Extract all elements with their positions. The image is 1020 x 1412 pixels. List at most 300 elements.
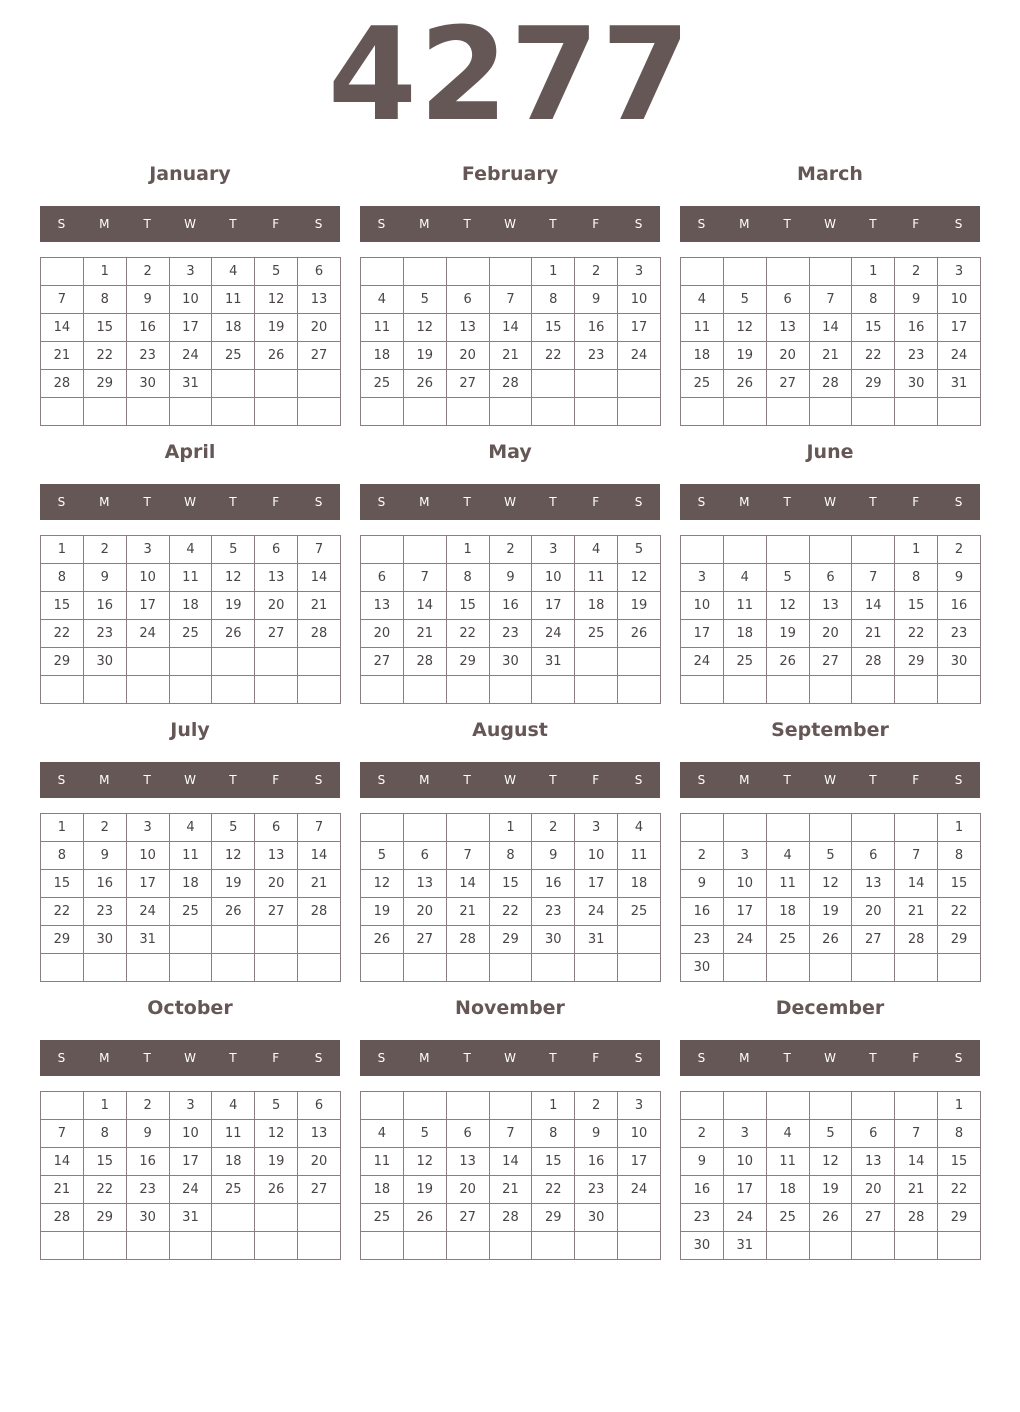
day-cell[interactable]: 7 <box>298 814 341 842</box>
day-cell[interactable]: 21 <box>489 342 532 370</box>
day-cell[interactable]: 20 <box>446 1176 489 1204</box>
day-cell[interactable]: 1 <box>938 1092 981 1120</box>
day-cell[interactable]: 16 <box>575 314 618 342</box>
day-cell[interactable]: 18 <box>575 592 618 620</box>
day-cell[interactable]: 15 <box>83 314 126 342</box>
day-cell[interactable]: 9 <box>489 564 532 592</box>
day-cell[interactable]: 19 <box>212 870 255 898</box>
day-cell[interactable]: 19 <box>403 1176 446 1204</box>
day-cell[interactable]: 10 <box>126 564 169 592</box>
day-cell[interactable]: 25 <box>681 370 724 398</box>
day-cell[interactable]: 23 <box>126 1176 169 1204</box>
day-cell[interactable]: 23 <box>83 898 126 926</box>
day-cell[interactable]: 5 <box>766 564 809 592</box>
day-cell[interactable]: 8 <box>446 564 489 592</box>
day-cell[interactable]: 12 <box>809 870 852 898</box>
day-cell[interactable]: 20 <box>298 1148 341 1176</box>
day-cell[interactable]: 20 <box>361 620 404 648</box>
day-cell[interactable]: 10 <box>723 870 766 898</box>
day-cell[interactable]: 11 <box>766 1148 809 1176</box>
day-cell[interactable]: 14 <box>489 1148 532 1176</box>
day-cell[interactable]: 17 <box>169 1148 212 1176</box>
day-cell[interactable]: 4 <box>361 1120 404 1148</box>
day-cell[interactable]: 4 <box>766 1120 809 1148</box>
day-cell[interactable]: 14 <box>489 314 532 342</box>
day-cell[interactable]: 19 <box>618 592 661 620</box>
day-cell[interactable]: 6 <box>255 536 298 564</box>
day-cell[interactable]: 12 <box>255 1120 298 1148</box>
day-cell[interactable]: 13 <box>255 842 298 870</box>
day-cell[interactable]: 9 <box>575 286 618 314</box>
day-cell[interactable]: 9 <box>126 286 169 314</box>
day-cell[interactable]: 18 <box>766 898 809 926</box>
day-cell[interactable]: 16 <box>83 592 126 620</box>
day-cell[interactable]: 30 <box>895 370 938 398</box>
day-cell[interactable]: 27 <box>446 370 489 398</box>
day-cell[interactable]: 19 <box>809 898 852 926</box>
day-cell[interactable]: 22 <box>938 898 981 926</box>
day-cell[interactable]: 1 <box>83 258 126 286</box>
day-cell[interactable]: 22 <box>41 620 84 648</box>
day-cell[interactable]: 14 <box>895 1148 938 1176</box>
day-cell[interactable]: 27 <box>403 926 446 954</box>
day-cell[interactable]: 12 <box>723 314 766 342</box>
day-cell[interactable]: 2 <box>938 536 981 564</box>
day-cell[interactable]: 5 <box>255 258 298 286</box>
day-cell[interactable]: 20 <box>852 898 895 926</box>
day-cell[interactable]: 14 <box>446 870 489 898</box>
day-cell[interactable]: 21 <box>41 1176 84 1204</box>
day-cell[interactable]: 7 <box>403 564 446 592</box>
day-cell[interactable]: 30 <box>532 926 575 954</box>
day-cell[interactable]: 7 <box>895 842 938 870</box>
day-cell[interactable]: 11 <box>681 314 724 342</box>
day-cell[interactable]: 6 <box>255 814 298 842</box>
day-cell[interactable]: 30 <box>681 954 724 982</box>
day-cell[interactable]: 30 <box>489 648 532 676</box>
day-cell[interactable]: 29 <box>41 926 84 954</box>
day-cell[interactable]: 13 <box>446 314 489 342</box>
day-cell[interactable]: 22 <box>489 898 532 926</box>
day-cell[interactable]: 20 <box>809 620 852 648</box>
day-cell[interactable]: 14 <box>809 314 852 342</box>
day-cell[interactable]: 16 <box>532 870 575 898</box>
day-cell[interactable]: 12 <box>361 870 404 898</box>
day-cell[interactable]: 27 <box>298 1176 341 1204</box>
day-cell[interactable]: 25 <box>618 898 661 926</box>
day-cell[interactable]: 1 <box>532 1092 575 1120</box>
day-cell[interactable]: 6 <box>446 1120 489 1148</box>
day-cell[interactable]: 5 <box>403 286 446 314</box>
day-cell[interactable]: 25 <box>212 1176 255 1204</box>
day-cell[interactable]: 15 <box>41 870 84 898</box>
day-cell[interactable]: 1 <box>852 258 895 286</box>
day-cell[interactable]: 8 <box>895 564 938 592</box>
day-cell[interactable]: 2 <box>575 1092 618 1120</box>
day-cell[interactable]: 27 <box>255 620 298 648</box>
day-cell[interactable]: 16 <box>575 1148 618 1176</box>
day-cell[interactable]: 21 <box>852 620 895 648</box>
day-cell[interactable]: 29 <box>938 926 981 954</box>
day-cell[interactable]: 24 <box>618 342 661 370</box>
day-cell[interactable]: 16 <box>489 592 532 620</box>
day-cell[interactable]: 10 <box>532 564 575 592</box>
day-cell[interactable]: 24 <box>532 620 575 648</box>
day-cell[interactable]: 10 <box>169 1120 212 1148</box>
day-cell[interactable]: 1 <box>938 814 981 842</box>
day-cell[interactable]: 6 <box>766 286 809 314</box>
day-cell[interactable]: 5 <box>809 842 852 870</box>
day-cell[interactable]: 14 <box>298 842 341 870</box>
day-cell[interactable]: 18 <box>766 1176 809 1204</box>
day-cell[interactable]: 14 <box>403 592 446 620</box>
day-cell[interactable]: 24 <box>169 342 212 370</box>
day-cell[interactable]: 5 <box>723 286 766 314</box>
day-cell[interactable]: 9 <box>83 842 126 870</box>
day-cell[interactable]: 13 <box>403 870 446 898</box>
day-cell[interactable]: 19 <box>255 1148 298 1176</box>
day-cell[interactable]: 17 <box>681 620 724 648</box>
day-cell[interactable]: 25 <box>575 620 618 648</box>
day-cell[interactable]: 26 <box>403 370 446 398</box>
day-cell[interactable]: 21 <box>446 898 489 926</box>
day-cell[interactable]: 11 <box>361 1148 404 1176</box>
day-cell[interactable]: 2 <box>489 536 532 564</box>
day-cell[interactable]: 18 <box>169 870 212 898</box>
day-cell[interactable]: 16 <box>681 1176 724 1204</box>
day-cell[interactable]: 25 <box>169 620 212 648</box>
day-cell[interactable]: 29 <box>852 370 895 398</box>
day-cell[interactable]: 19 <box>766 620 809 648</box>
day-cell[interactable]: 13 <box>361 592 404 620</box>
day-cell[interactable]: 3 <box>938 258 981 286</box>
day-cell[interactable]: 22 <box>83 342 126 370</box>
day-cell[interactable]: 9 <box>126 1120 169 1148</box>
day-cell[interactable]: 1 <box>446 536 489 564</box>
day-cell[interactable]: 29 <box>83 370 126 398</box>
day-cell[interactable]: 1 <box>532 258 575 286</box>
day-cell[interactable]: 24 <box>169 1176 212 1204</box>
day-cell[interactable]: 17 <box>532 592 575 620</box>
day-cell[interactable]: 4 <box>681 286 724 314</box>
day-cell[interactable]: 31 <box>169 370 212 398</box>
day-cell[interactable]: 19 <box>403 342 446 370</box>
day-cell[interactable]: 30 <box>83 926 126 954</box>
day-cell[interactable]: 31 <box>532 648 575 676</box>
day-cell[interactable]: 23 <box>681 926 724 954</box>
day-cell[interactable]: 5 <box>403 1120 446 1148</box>
day-cell[interactable]: 11 <box>169 842 212 870</box>
day-cell[interactable]: 21 <box>895 898 938 926</box>
day-cell[interactable]: 16 <box>681 898 724 926</box>
day-cell[interactable]: 6 <box>298 1092 341 1120</box>
day-cell[interactable]: 23 <box>575 342 618 370</box>
day-cell[interactable]: 4 <box>169 814 212 842</box>
day-cell[interactable]: 23 <box>895 342 938 370</box>
day-cell[interactable]: 24 <box>938 342 981 370</box>
day-cell[interactable]: 2 <box>895 258 938 286</box>
day-cell[interactable]: 14 <box>298 564 341 592</box>
day-cell[interactable]: 10 <box>169 286 212 314</box>
day-cell[interactable]: 10 <box>938 286 981 314</box>
day-cell[interactable]: 3 <box>126 536 169 564</box>
day-cell[interactable]: 7 <box>41 286 84 314</box>
day-cell[interactable]: 30 <box>938 648 981 676</box>
day-cell[interactable]: 20 <box>446 342 489 370</box>
day-cell[interactable]: 23 <box>681 1204 724 1232</box>
day-cell[interactable]: 8 <box>938 1120 981 1148</box>
day-cell[interactable]: 9 <box>532 842 575 870</box>
day-cell[interactable]: 4 <box>361 286 404 314</box>
day-cell[interactable]: 30 <box>126 370 169 398</box>
day-cell[interactable]: 24 <box>618 1176 661 1204</box>
day-cell[interactable]: 21 <box>895 1176 938 1204</box>
day-cell[interactable]: 24 <box>575 898 618 926</box>
day-cell[interactable]: 8 <box>83 1120 126 1148</box>
day-cell[interactable]: 21 <box>298 592 341 620</box>
day-cell[interactable]: 17 <box>723 1176 766 1204</box>
day-cell[interactable]: 24 <box>681 648 724 676</box>
day-cell[interactable]: 26 <box>618 620 661 648</box>
day-cell[interactable]: 17 <box>618 1148 661 1176</box>
day-cell[interactable]: 4 <box>723 564 766 592</box>
day-cell[interactable]: 16 <box>938 592 981 620</box>
day-cell[interactable]: 7 <box>809 286 852 314</box>
day-cell[interactable]: 1 <box>895 536 938 564</box>
day-cell[interactable]: 10 <box>723 1148 766 1176</box>
day-cell[interactable]: 29 <box>83 1204 126 1232</box>
day-cell[interactable]: 21 <box>298 870 341 898</box>
day-cell[interactable]: 6 <box>361 564 404 592</box>
day-cell[interactable]: 1 <box>41 814 84 842</box>
day-cell[interactable]: 28 <box>895 1204 938 1232</box>
day-cell[interactable]: 13 <box>852 1148 895 1176</box>
day-cell[interactable]: 27 <box>446 1204 489 1232</box>
day-cell[interactable]: 25 <box>723 648 766 676</box>
day-cell[interactable]: 3 <box>681 564 724 592</box>
day-cell[interactable]: 22 <box>895 620 938 648</box>
day-cell[interactable]: 27 <box>766 370 809 398</box>
day-cell[interactable]: 29 <box>446 648 489 676</box>
day-cell[interactable]: 23 <box>83 620 126 648</box>
day-cell[interactable]: 14 <box>852 592 895 620</box>
day-cell[interactable]: 6 <box>852 1120 895 1148</box>
day-cell[interactable]: 15 <box>489 870 532 898</box>
day-cell[interactable]: 1 <box>41 536 84 564</box>
day-cell[interactable]: 7 <box>489 286 532 314</box>
day-cell[interactable]: 30 <box>83 648 126 676</box>
day-cell[interactable]: 13 <box>255 564 298 592</box>
day-cell[interactable]: 2 <box>532 814 575 842</box>
day-cell[interactable]: 3 <box>723 1120 766 1148</box>
day-cell[interactable]: 29 <box>489 926 532 954</box>
day-cell[interactable]: 23 <box>126 342 169 370</box>
day-cell[interactable]: 14 <box>895 870 938 898</box>
day-cell[interactable]: 2 <box>126 1092 169 1120</box>
day-cell[interactable]: 2 <box>575 258 618 286</box>
day-cell[interactable]: 4 <box>766 842 809 870</box>
day-cell[interactable]: 26 <box>723 370 766 398</box>
day-cell[interactable]: 22 <box>532 1176 575 1204</box>
day-cell[interactable]: 19 <box>212 592 255 620</box>
day-cell[interactable]: 31 <box>169 1204 212 1232</box>
day-cell[interactable]: 11 <box>723 592 766 620</box>
day-cell[interactable]: 11 <box>212 1120 255 1148</box>
day-cell[interactable]: 28 <box>489 1204 532 1232</box>
day-cell[interactable]: 14 <box>41 314 84 342</box>
day-cell[interactable]: 6 <box>809 564 852 592</box>
day-cell[interactable]: 12 <box>809 1148 852 1176</box>
day-cell[interactable]: 20 <box>852 1176 895 1204</box>
day-cell[interactable]: 16 <box>83 870 126 898</box>
day-cell[interactable]: 3 <box>618 1092 661 1120</box>
day-cell[interactable]: 25 <box>212 342 255 370</box>
day-cell[interactable]: 4 <box>212 1092 255 1120</box>
day-cell[interactable]: 12 <box>255 286 298 314</box>
day-cell[interactable]: 15 <box>938 1148 981 1176</box>
day-cell[interactable]: 24 <box>126 620 169 648</box>
day-cell[interactable]: 4 <box>618 814 661 842</box>
day-cell[interactable]: 25 <box>766 1204 809 1232</box>
day-cell[interactable]: 12 <box>403 1148 446 1176</box>
day-cell[interactable]: 9 <box>681 870 724 898</box>
day-cell[interactable]: 24 <box>723 1204 766 1232</box>
day-cell[interactable]: 26 <box>403 1204 446 1232</box>
day-cell[interactable]: 12 <box>618 564 661 592</box>
day-cell[interactable]: 13 <box>298 286 341 314</box>
day-cell[interactable]: 28 <box>41 1204 84 1232</box>
day-cell[interactable]: 3 <box>575 814 618 842</box>
day-cell[interactable]: 10 <box>618 1120 661 1148</box>
day-cell[interactable]: 16 <box>126 1148 169 1176</box>
day-cell[interactable]: 6 <box>298 258 341 286</box>
day-cell[interactable]: 11 <box>212 286 255 314</box>
day-cell[interactable]: 28 <box>41 370 84 398</box>
day-cell[interactable]: 30 <box>575 1204 618 1232</box>
day-cell[interactable]: 9 <box>681 1148 724 1176</box>
day-cell[interactable]: 7 <box>298 536 341 564</box>
day-cell[interactable]: 9 <box>895 286 938 314</box>
day-cell[interactable]: 8 <box>41 564 84 592</box>
day-cell[interactable]: 4 <box>212 258 255 286</box>
day-cell[interactable]: 29 <box>41 648 84 676</box>
day-cell[interactable]: 13 <box>809 592 852 620</box>
day-cell[interactable]: 21 <box>41 342 84 370</box>
day-cell[interactable]: 15 <box>852 314 895 342</box>
day-cell[interactable]: 27 <box>255 898 298 926</box>
day-cell[interactable]: 11 <box>766 870 809 898</box>
day-cell[interactable]: 17 <box>723 898 766 926</box>
day-cell[interactable]: 5 <box>618 536 661 564</box>
day-cell[interactable]: 31 <box>723 1232 766 1260</box>
day-cell[interactable]: 22 <box>852 342 895 370</box>
day-cell[interactable]: 10 <box>618 286 661 314</box>
day-cell[interactable]: 22 <box>446 620 489 648</box>
day-cell[interactable]: 2 <box>83 814 126 842</box>
day-cell[interactable]: 20 <box>255 592 298 620</box>
day-cell[interactable]: 15 <box>41 592 84 620</box>
day-cell[interactable]: 18 <box>723 620 766 648</box>
day-cell[interactable]: 8 <box>83 286 126 314</box>
day-cell[interactable]: 26 <box>255 342 298 370</box>
day-cell[interactable]: 8 <box>489 842 532 870</box>
day-cell[interactable]: 18 <box>212 1148 255 1176</box>
day-cell[interactable]: 23 <box>489 620 532 648</box>
day-cell[interactable]: 2 <box>83 536 126 564</box>
day-cell[interactable]: 9 <box>83 564 126 592</box>
day-cell[interactable]: 30 <box>126 1204 169 1232</box>
day-cell[interactable]: 5 <box>255 1092 298 1120</box>
day-cell[interactable]: 23 <box>938 620 981 648</box>
day-cell[interactable]: 15 <box>938 870 981 898</box>
day-cell[interactable]: 10 <box>575 842 618 870</box>
day-cell[interactable]: 3 <box>126 814 169 842</box>
day-cell[interactable]: 3 <box>532 536 575 564</box>
day-cell[interactable]: 10 <box>681 592 724 620</box>
day-cell[interactable]: 26 <box>766 648 809 676</box>
day-cell[interactable]: 22 <box>41 898 84 926</box>
day-cell[interactable]: 17 <box>575 870 618 898</box>
day-cell[interactable]: 20 <box>298 314 341 342</box>
day-cell[interactable]: 7 <box>41 1120 84 1148</box>
day-cell[interactable]: 30 <box>681 1232 724 1260</box>
day-cell[interactable]: 15 <box>895 592 938 620</box>
day-cell[interactable]: 17 <box>126 870 169 898</box>
day-cell[interactable]: 6 <box>852 842 895 870</box>
day-cell[interactable]: 11 <box>618 842 661 870</box>
day-cell[interactable]: 28 <box>489 370 532 398</box>
day-cell[interactable]: 8 <box>938 842 981 870</box>
day-cell[interactable]: 12 <box>212 842 255 870</box>
day-cell[interactable]: 21 <box>403 620 446 648</box>
day-cell[interactable]: 17 <box>938 314 981 342</box>
day-cell[interactable]: 18 <box>681 342 724 370</box>
day-cell[interactable]: 22 <box>83 1176 126 1204</box>
day-cell[interactable]: 20 <box>403 898 446 926</box>
day-cell[interactable]: 22 <box>938 1176 981 1204</box>
day-cell[interactable]: 18 <box>361 1176 404 1204</box>
day-cell[interactable]: 13 <box>766 314 809 342</box>
day-cell[interactable]: 8 <box>41 842 84 870</box>
day-cell[interactable]: 23 <box>575 1176 618 1204</box>
day-cell[interactable]: 31 <box>126 926 169 954</box>
day-cell[interactable]: 16 <box>126 314 169 342</box>
day-cell[interactable]: 24 <box>723 926 766 954</box>
day-cell[interactable]: 10 <box>126 842 169 870</box>
day-cell[interactable]: 2 <box>681 842 724 870</box>
day-cell[interactable]: 22 <box>532 342 575 370</box>
day-cell[interactable]: 12 <box>403 314 446 342</box>
day-cell[interactable]: 7 <box>446 842 489 870</box>
day-cell[interactable]: 19 <box>255 314 298 342</box>
day-cell[interactable]: 13 <box>446 1148 489 1176</box>
day-cell[interactable]: 13 <box>852 870 895 898</box>
day-cell[interactable]: 17 <box>169 314 212 342</box>
day-cell[interactable]: 28 <box>809 370 852 398</box>
day-cell[interactable]: 12 <box>766 592 809 620</box>
day-cell[interactable]: 8 <box>532 1120 575 1148</box>
day-cell[interactable]: 17 <box>126 592 169 620</box>
day-cell[interactable]: 25 <box>361 370 404 398</box>
day-cell[interactable]: 7 <box>852 564 895 592</box>
day-cell[interactable]: 26 <box>212 898 255 926</box>
day-cell[interactable]: 15 <box>532 1148 575 1176</box>
day-cell[interactable]: 18 <box>361 342 404 370</box>
day-cell[interactable]: 14 <box>41 1148 84 1176</box>
day-cell[interactable]: 3 <box>723 842 766 870</box>
day-cell[interactable]: 4 <box>169 536 212 564</box>
day-cell[interactable]: 28 <box>852 648 895 676</box>
